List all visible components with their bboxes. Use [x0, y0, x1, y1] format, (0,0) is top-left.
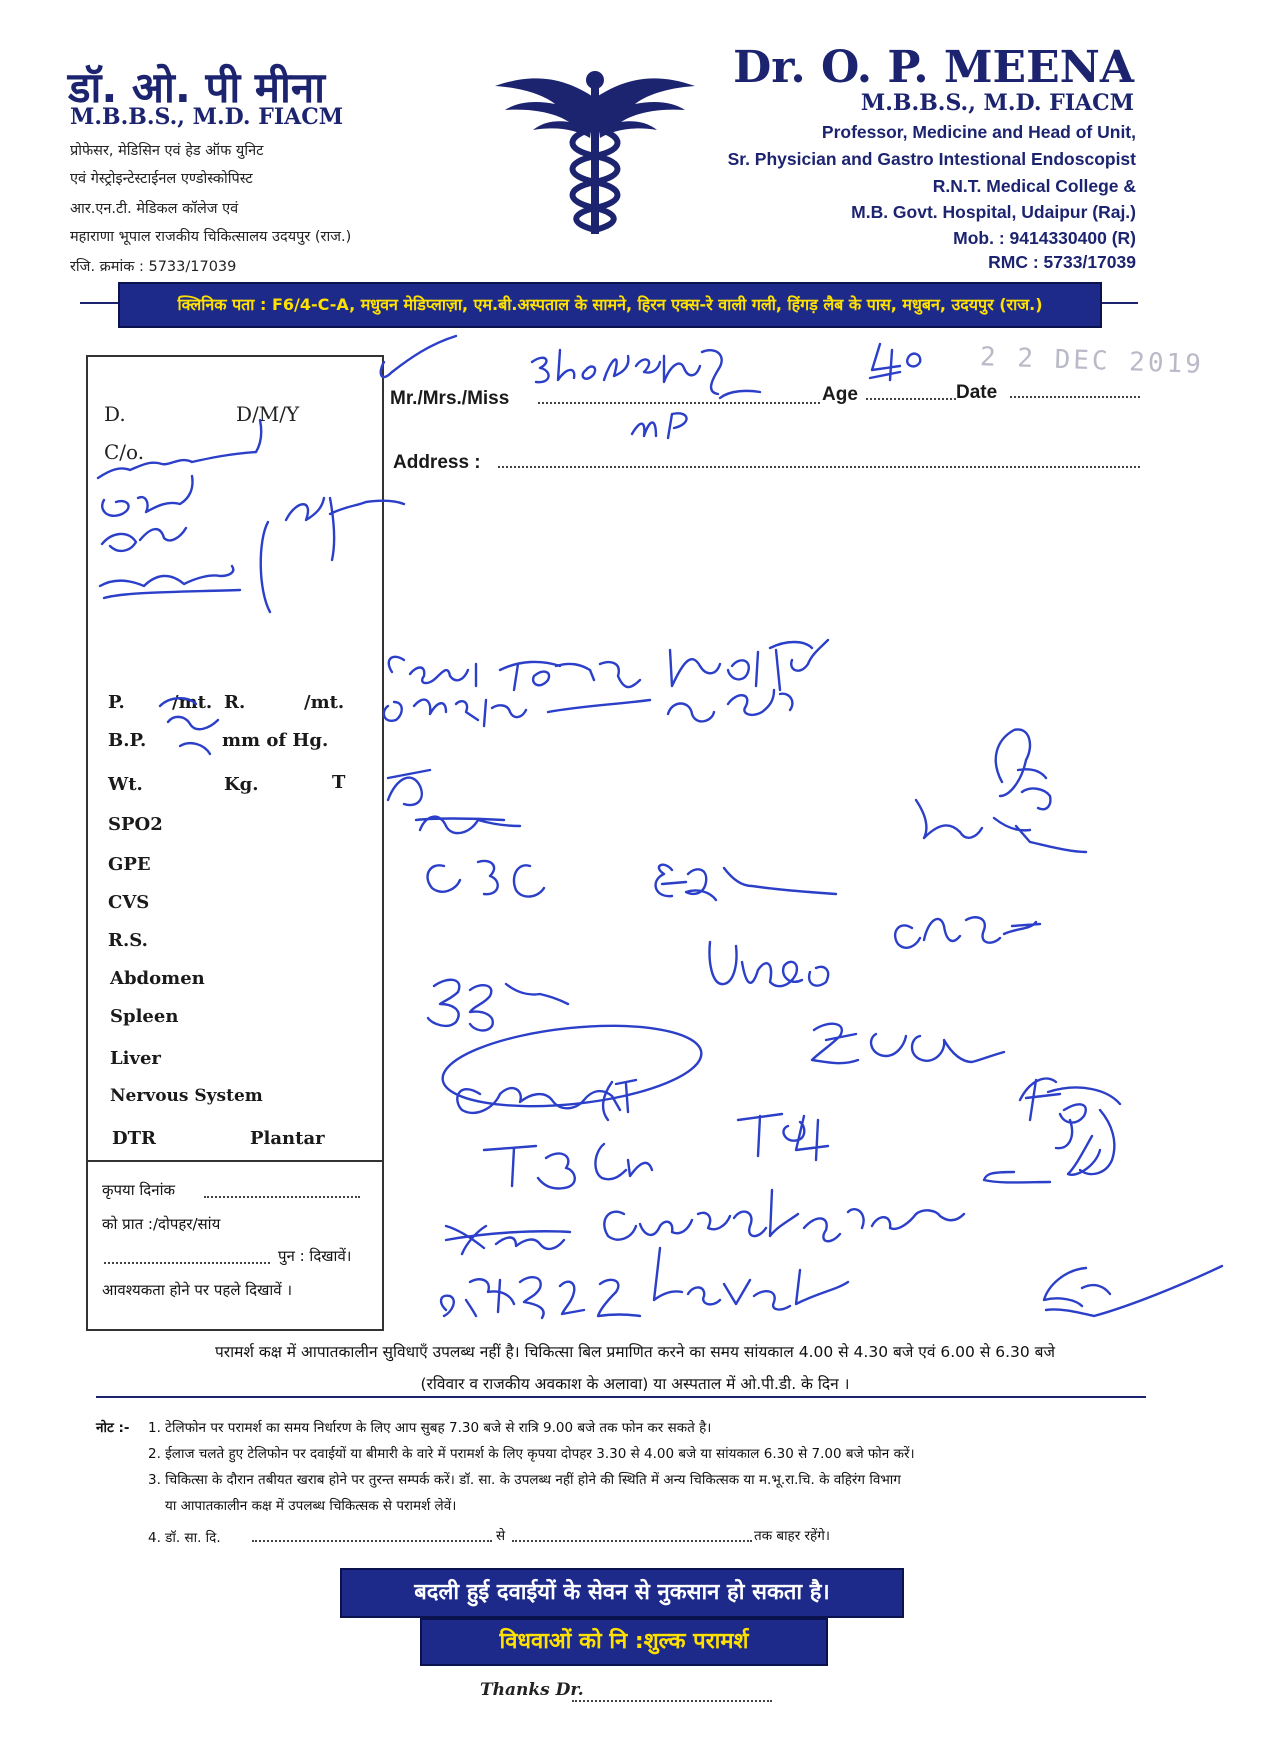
exam-item: Liver [110, 1048, 161, 1069]
weight-label: Wt. [108, 774, 143, 795]
doctor-name-hindi: डॉ. ओ. पी मीना [68, 63, 326, 112]
address-field[interactable] [498, 466, 1140, 468]
followup-note: आवश्यकता होने पर पहले दिखावें । [102, 1281, 293, 1299]
note-item: या आपातकालीन कक्ष में उपलब्ध चिकित्सक से परामर्श लेवें। [165, 1498, 457, 1514]
plantar-label: Plantar [250, 1128, 325, 1149]
exam-item: CVS [108, 892, 150, 913]
followup-time-label: को प्रात :/दोपहर/सांय [102, 1215, 221, 1233]
caduceus-icon [495, 58, 695, 238]
exam-item: Abdomen [110, 968, 205, 989]
date-field[interactable] [1010, 396, 1140, 398]
header-left-line: महाराणा भूपाल राजकीय चिकित्सालय उदयपुर (राज.) [70, 229, 352, 245]
degrees-right: M.B.B.S., M.D. FIACM [860, 90, 1134, 116]
exam-item: R.S. [108, 930, 148, 951]
note-item: 1. टेलिफोन पर परामर्श का समय निर्धारण के लिए आप सुबह 7.30 बजे से रात्रि 9.00 बजे तक फोन कर सकते है। [148, 1420, 712, 1436]
address-label: Address : [393, 452, 481, 473]
exam-item: GPE [108, 854, 151, 875]
date-label: Date [956, 382, 998, 403]
mobile-number: Mob. : 9414330400 (R) [953, 228, 1136, 248]
bp-label: B.P. [108, 730, 147, 751]
divider [1096, 302, 1138, 304]
thanks-field[interactable] [572, 1700, 772, 1702]
resp-unit: /mt. [304, 692, 345, 713]
box-dmy-label: D/M/Y [236, 402, 300, 426]
temp-label: T [332, 772, 346, 793]
doctor-name-english: Dr. O. P. MEENA [733, 42, 1134, 93]
pulse-unit: /mt. [172, 692, 213, 713]
box-d-label: D. [104, 402, 126, 426]
header-right-line: Professor, Medicine and Head of Unit, [821, 122, 1136, 142]
note4-mid: से [496, 1528, 506, 1544]
clinic-address-bar: क्लिनिक पता : F6/4-C-A, मधुवन मेडिप्लाज़ा, एम.बी.अस्पताल के सामने, हिरन एक्स-रे वाली गली, हिंगड़ लैब के पास, मधुबन, उदयपुर (राज.) [118, 282, 1102, 328]
free-consultation-banner: विधवाओं को नि :शुल्क परामर्श [420, 1618, 828, 1666]
header-right-line: Sr. Physician and Gastro Intestional Endoscopist [727, 149, 1136, 169]
co-label: C/o. [104, 440, 145, 464]
header-left-line: आर.एन.टी. मेडिकल कॉलेज एवं [70, 201, 239, 217]
exam-item: Spleen [110, 1006, 179, 1027]
pulse-label: P. [108, 692, 125, 713]
name-label: Mr./Mrs./Miss [390, 388, 510, 409]
name-field[interactable] [538, 402, 820, 404]
kg-label: Kg. [224, 774, 259, 795]
followup-extra-field[interactable] [104, 1262, 270, 1264]
date-stamp: 2 2 DEC 2019 [979, 342, 1205, 380]
notice-line: (रविवार व राजकीय अवकाश के अलावा) या अस्पताल में ओ.पी.डी. के दिन । [420, 1375, 850, 1393]
away-to-field[interactable] [512, 1540, 752, 1542]
header-right-line: R.N.T. Medical College & [932, 176, 1136, 196]
note-item: 4. डॉ. सा. दि. [148, 1530, 221, 1546]
divider [80, 302, 120, 304]
thanks-label: Thanks Dr. [480, 1680, 584, 1700]
header-right-line: M.B. Govt. Hospital, Udaipur (Raj.) [851, 202, 1136, 222]
note4-end: तक बाहर रहेंगे। [754, 1528, 830, 1544]
header-left-line: एवं गेस्ट्रोइन्टेस्टाईनल एण्डोस्कोपिस्ट [70, 171, 253, 187]
registration-number: रजि. क्रमांक : 5733/17039 [70, 259, 237, 275]
resp-label: R. [224, 692, 246, 713]
followup-date-field[interactable] [204, 1196, 360, 1198]
notice-line: परामर्श कक्ष में आपातकालीन सुविधाएँ उपलब्ध नहीं है। चिकित्सा बिल प्रमाणित करने का समय सांयकाल 4.00 से 4.30 बजे एवं 6.00 से 6.30 बजे [214, 1343, 1056, 1361]
exam-item: SPO2 [108, 814, 163, 835]
degrees-left: M.B.B.S., M.D. FIACM [70, 104, 344, 130]
age-field[interactable] [866, 398, 956, 400]
age-label: Age [822, 384, 858, 405]
followup-revisit-label: पुन : दिखावें। [278, 1247, 352, 1265]
exam-item: Nervous System [110, 1086, 263, 1106]
followup-date-label: कृपया दिनांक [102, 1181, 175, 1199]
warning-banner: बदली हुई दवाईयों के सेवन से नुकसान हो सकता है। [340, 1568, 904, 1618]
rmc-number: RMC : 5733/17039 [988, 252, 1136, 272]
dtr-label: DTR [112, 1128, 156, 1149]
bp-unit: mm of Hg. [222, 730, 329, 751]
note-label: नोट :- [96, 1420, 130, 1436]
away-from-field[interactable] [252, 1540, 492, 1542]
note-item: 3. चिकित्सा के दौरान तबीयत खराब होने पर तुरन्त सम्पर्क करें। डॉ. सा. के उपलब्ध नहीं होने की स्थिति में अन्य चिकित्सक या म.भू.रा.चि. के वहिरंग विभाग [148, 1472, 901, 1488]
note-item: 2. ईलाज चलते हुए टेलिफोन पर दवाईयों या बीमारी के वारे में परामर्श के लिए कृपया दोपहर 3.30 से 4.00 बजे या सांयकाल 6.30 से 7.00 बजे फोन करें। [148, 1446, 915, 1462]
divider [88, 1160, 382, 1162]
divider [96, 1396, 1146, 1398]
header-left-line: प्रोफेसर, मेडिसिन एवं हेड ऑफ युनिट [70, 143, 264, 159]
